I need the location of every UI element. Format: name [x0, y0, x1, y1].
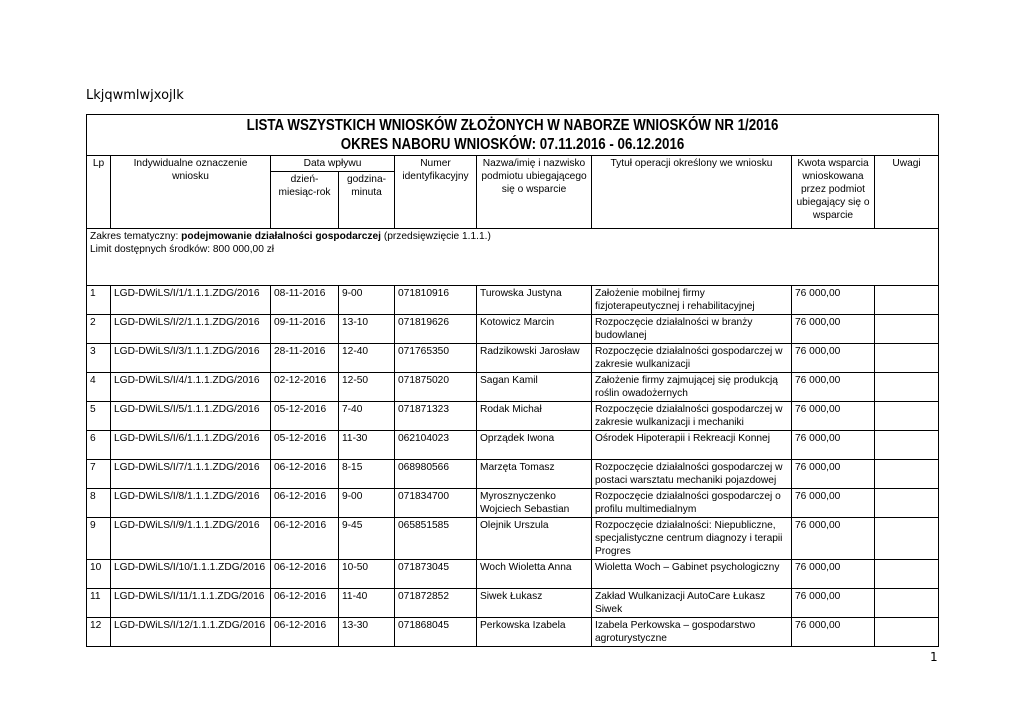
- cell-nazwa: Marzęta Tomasz: [477, 460, 592, 489]
- cell-data: 06-12-2016: [271, 518, 339, 560]
- cell-lp: 1: [87, 286, 111, 315]
- cell-nazwa: Radzikowski Jarosław: [477, 344, 592, 373]
- cell-godzina: 10-50: [339, 560, 395, 589]
- cell-data: 09-11-2016: [271, 315, 339, 344]
- title-line-2: OKRES NABORU WNIOSKÓW: 07.11.2016 - 06.12.2016: [340, 136, 685, 153]
- table-row: [87, 344, 939, 373]
- cell-oznaczenie: LGD-DWiLS/I/1/1.1.1.ZDG/2016: [111, 286, 271, 315]
- table-row: [87, 489, 939, 518]
- cell-nazwa: Woch Wioletta Anna: [477, 560, 592, 589]
- cell-numer: 071875020: [395, 373, 477, 402]
- cell-oznaczenie: LGD-DWiLS/I/4/1.1.1.ZDG/2016: [111, 373, 271, 402]
- cell-uwagi: [875, 286, 939, 315]
- cell-godzina: 13-30: [339, 618, 395, 647]
- scope-cell: [87, 229, 939, 286]
- cell-kwota: 76 000,00: [792, 518, 875, 560]
- cell-kwota: 76 000,00: [792, 618, 875, 647]
- header-numer: Numer identyfikacyjny: [395, 156, 477, 229]
- cell-nazwa: Siwek Łukasz: [477, 589, 592, 618]
- applications-table: [86, 114, 939, 647]
- cell-nazwa: Sagan Kamil: [477, 373, 592, 402]
- page-number: 1: [930, 650, 938, 664]
- header-data-wplywu: Data wpływu: [271, 156, 395, 172]
- cell-godzina: 12-50: [339, 373, 395, 402]
- title-row: [87, 115, 939, 156]
- cell-data: 06-12-2016: [271, 589, 339, 618]
- cell-lp: 2: [87, 315, 111, 344]
- header-kwota: Kwota wsparcia wnioskowana przez podmiot ubiegający się o wsparcie: [792, 156, 875, 229]
- rows-body: [87, 286, 939, 647]
- cell-numer: 068980566: [395, 460, 477, 489]
- cell-tytul: Rozpoczęcie działalności gospodarczej w zakresie wulkanizacji i mechaniki: [592, 402, 792, 431]
- cell-tytul: Zakład Wulkanizacji AutoCare Łukasz Siwek: [592, 589, 792, 618]
- document-header-note: Lkjqwmlwjxojlk: [86, 88, 184, 103]
- cell-tytul: Rozpoczęcie działalności gospodarczej o profilu multimedialnym: [592, 489, 792, 518]
- cell-godzina: 9-00: [339, 489, 395, 518]
- cell-uwagi: [875, 518, 939, 560]
- table-row: [87, 560, 939, 589]
- cell-data: 05-12-2016: [271, 402, 339, 431]
- cell-numer: 065851585: [395, 518, 477, 560]
- cell-kwota: 76 000,00: [792, 431, 875, 460]
- cell-tytul: Rozpoczęcie działalności gospodarczej w postaci warsztatu mechaniki pojazdowej: [592, 460, 792, 489]
- cell-oznaczenie: LGD-DWiLS/I/11/1.1.1.ZDG/2016: [111, 589, 271, 618]
- cell-lp: 4: [87, 373, 111, 402]
- cell-uwagi: [875, 373, 939, 402]
- cell-nazwa: Myrosznyczenko Wojciech Sebastian: [477, 489, 592, 518]
- cell-oznaczenie: LGD-DWiLS/I/12/1.1.1.ZDG/2016: [111, 618, 271, 647]
- cell-nazwa: Kotowicz Marcin: [477, 315, 592, 344]
- cell-uwagi: [875, 618, 939, 647]
- cell-data: 06-12-2016: [271, 560, 339, 589]
- cell-uwagi: [875, 344, 939, 373]
- cell-lp: 7: [87, 460, 111, 489]
- cell-uwagi: [875, 460, 939, 489]
- scope-line: [90, 230, 935, 243]
- cell-data: 28-11-2016: [271, 344, 339, 373]
- table-row: [87, 460, 939, 489]
- cell-nazwa: Perkowska Izabela: [477, 618, 592, 647]
- cell-numer: 071868045: [395, 618, 477, 647]
- cell-numer: 071873045: [395, 560, 477, 589]
- cell-oznaczenie: LGD-DWiLS/I/10/1.1.1.ZDG/2016: [111, 560, 271, 589]
- cell-tytul: Izabela Perkowska – gospodarstwo agroturystyczne: [592, 618, 792, 647]
- cell-uwagi: [875, 489, 939, 518]
- cell-oznaczenie: LGD-DWiLS/I/6/1.1.1.ZDG/2016: [111, 431, 271, 460]
- table-row: [87, 402, 939, 431]
- cell-lp: 12: [87, 618, 111, 647]
- cell-oznaczenie: LGD-DWiLS/I/3/1.1.1.ZDG/2016: [111, 344, 271, 373]
- cell-tytul: Wioletta Woch – Gabinet psychologiczny: [592, 560, 792, 589]
- header-uwagi: Uwagi: [875, 156, 939, 229]
- cell-godzina: 9-00: [339, 286, 395, 315]
- cell-oznaczenie: LGD-DWiLS/I/5/1.1.1.ZDG/2016: [111, 402, 271, 431]
- cell-numer: 071872852: [395, 589, 477, 618]
- cell-data: 06-12-2016: [271, 618, 339, 647]
- cell-kwota: 76 000,00: [792, 315, 875, 344]
- cell-oznaczenie: LGD-DWiLS/I/9/1.1.1.ZDG/2016: [111, 518, 271, 560]
- cell-numer: 071765350: [395, 344, 477, 373]
- cell-oznaczenie: LGD-DWiLS/I/7/1.1.1.ZDG/2016: [111, 460, 271, 489]
- cell-tytul: Rozpoczęcie działalności: Niepubliczne, specjalistyczne centrum diagnozy i terapii Progres: [592, 518, 792, 560]
- cell-nazwa: Oprządek Iwona: [477, 431, 592, 460]
- cell-godzina: 12-40: [339, 344, 395, 373]
- cell-tytul: Założenie mobilnej firmy fizjoterapeutycznej i rehabilitacyjnej: [592, 286, 792, 315]
- cell-tytul: Rozpoczęcie działalności w branży budowlanej: [592, 315, 792, 344]
- cell-godzina: 11-40: [339, 589, 395, 618]
- cell-numer: 062104023: [395, 431, 477, 460]
- cell-kwota: 76 000,00: [792, 344, 875, 373]
- title-line-1: LISTA WSZYSTKICH WNIOSKÓW ZŁOŻONYCH W NABORZE WNIOSKÓW NR 1/2016: [246, 117, 779, 134]
- cell-tytul: Rozpoczęcie działalności gospodarczej w zakresie wulkanizacji: [592, 344, 792, 373]
- cell-uwagi: [875, 315, 939, 344]
- header-dzien: dzień-miesiąc-rok: [271, 172, 339, 229]
- cell-oznaczenie: LGD-DWiLS/I/2/1.1.1.ZDG/2016: [111, 315, 271, 344]
- cell-lp: 8: [87, 489, 111, 518]
- cell-lp: 10: [87, 560, 111, 589]
- cell-data: 05-12-2016: [271, 431, 339, 460]
- cell-data: 08-11-2016: [271, 286, 339, 315]
- cell-godzina: 11-30: [339, 431, 395, 460]
- cell-uwagi: [875, 402, 939, 431]
- cell-data: 06-12-2016: [271, 460, 339, 489]
- scope-limit: Limit dostępnych środków: 800 000,00 zł: [90, 244, 275, 255]
- scope-row: [87, 229, 939, 286]
- header-godzina: godzina-minuta: [339, 172, 395, 229]
- cell-kwota: 76 000,00: [792, 460, 875, 489]
- cell-lp: 3: [87, 344, 111, 373]
- header-oznaczenie: Indywidualne oznaczenie wniosku: [111, 156, 271, 229]
- cell-numer: 071871323: [395, 402, 477, 431]
- cell-uwagi: [875, 589, 939, 618]
- table-row: [87, 286, 939, 315]
- header-row: [87, 156, 939, 172]
- cell-lp: 6: [87, 431, 111, 460]
- cell-kwota: 76 000,00: [792, 286, 875, 315]
- cell-godzina: 8-15: [339, 460, 395, 489]
- cell-lp: 11: [87, 589, 111, 618]
- cell-tytul: Założenie firmy zajmującej się produkcją roślin owadożernych: [592, 373, 792, 402]
- cell-nazwa: Olejnik Urszula: [477, 518, 592, 560]
- cell-lp: 5: [87, 402, 111, 431]
- scope-bold: podejmowanie działalności gospodarczej: [181, 231, 381, 242]
- cell-tytul: Ośrodek Hipoterapii i Rekreacji Konnej: [592, 431, 792, 460]
- cell-godzina: 13-10: [339, 315, 395, 344]
- cell-oznaczenie: LGD-DWiLS/I/8/1.1.1.ZDG/2016: [111, 489, 271, 518]
- cell-numer: 071819626: [395, 315, 477, 344]
- table-row: [87, 589, 939, 618]
- header-nazwa: Nazwa/imię i nazwisko podmiotu ubiegającego się o wsparcie: [477, 156, 592, 229]
- cell-kwota: 76 000,00: [792, 373, 875, 402]
- cell-nazwa: Rodak Michał: [477, 402, 592, 431]
- cell-lp: 9: [87, 518, 111, 560]
- header-lp: Lp: [87, 156, 111, 229]
- cell-data: 02-12-2016: [271, 373, 339, 402]
- cell-data: 06-12-2016: [271, 489, 339, 518]
- cell-numer: 071834700: [395, 489, 477, 518]
- table-row: [87, 373, 939, 402]
- cell-nazwa: Turowska Justyna: [477, 286, 592, 315]
- scope-prefix: Zakres tematyczny:: [90, 231, 182, 242]
- table-row: [87, 315, 939, 344]
- header-tytul: Tytuł operacji określony we wniosku: [592, 156, 792, 229]
- cell-numer: 071810916: [395, 286, 477, 315]
- cell-godzina: 7-40: [339, 402, 395, 431]
- table-row: [87, 618, 939, 647]
- cell-godzina: 9-45: [339, 518, 395, 560]
- scope-suffix: (przedsięwzięcie 1.1.1.): [381, 231, 491, 242]
- table-row: [87, 518, 939, 560]
- cell-kwota: 76 000,00: [792, 560, 875, 589]
- cell-uwagi: [875, 431, 939, 460]
- cell-uwagi: [875, 560, 939, 589]
- table-row: [87, 431, 939, 460]
- cell-kwota: 76 000,00: [792, 402, 875, 431]
- cell-kwota: 76 000,00: [792, 489, 875, 518]
- table-title: [87, 115, 939, 156]
- cell-kwota: 76 000,00: [792, 589, 875, 618]
